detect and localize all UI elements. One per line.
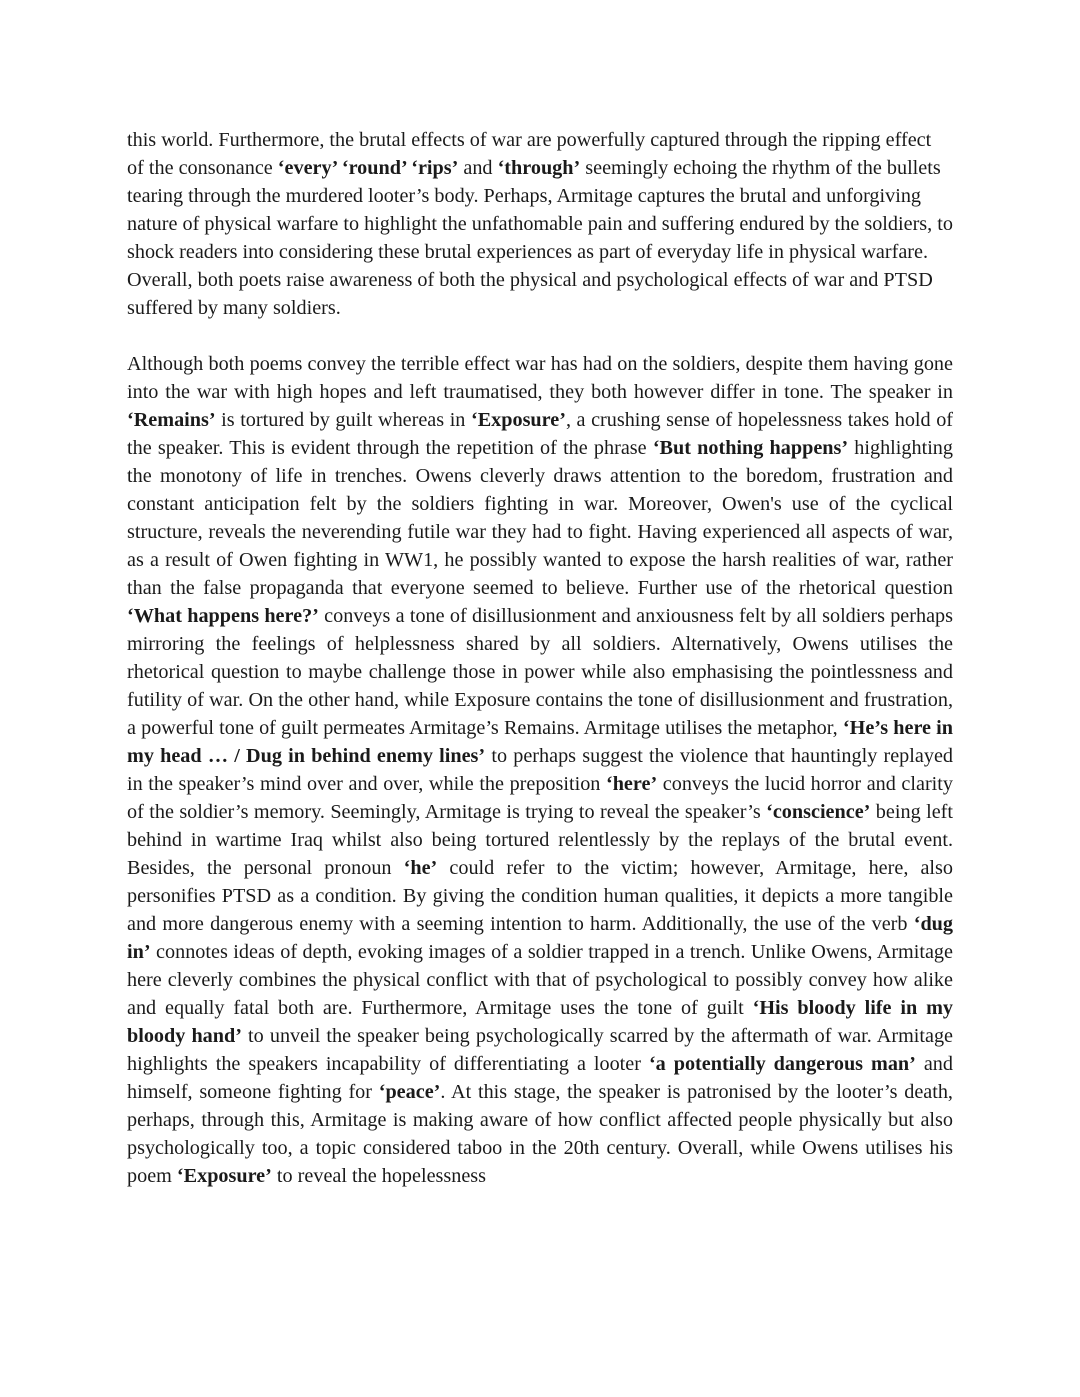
document-page (127, 126, 953, 1190)
quoted-phrase: ‘dug in’ (127, 913, 953, 963)
text-segment: conveys the lucid horror and clarity of the soldier’s memory. Seemingly, Armitage is trying to reveal the speaker’s (127, 773, 953, 823)
text-segment: and himself, someone fighting for (127, 1053, 953, 1103)
text-segment: could refer to the victim; however, Armitage, here, also personifies PTSD as a condition. By giving the condition human qualities, it depicts a more tangible and more dangerous enemy with a seeming intention to harm. Additionally, the use of the verb (127, 857, 953, 935)
quoted-phrase: ‘Exposure’ (176, 1165, 272, 1187)
text-segment: being left behind in wartime Iraq whilst also being tortured relentlessly by the replays of the brutal event. Besides, the personal pronoun (127, 801, 953, 879)
text-segment: is tortured by guilt whereas in (215, 409, 471, 431)
text-segment: to reveal the hopelessness (271, 1165, 487, 1187)
paragraph-2 (127, 350, 953, 1190)
text-segment: this world. Furthermore, the brutal effects of war are powerfully captured through the ripping effect of the consonance (127, 129, 932, 179)
quoted-phrase: ‘But nothing happens’ (652, 437, 849, 459)
text-segment: Although both poems convey the terrible effect war has had on the soldiers, despite them having gone into the war with high hopes and left traumatised, they both however differ in tone. The speaker in (127, 353, 953, 403)
text-segment: conveys a tone of disillusionment and anxiousness felt by all soldiers perhaps mirroring the feelings of helplessness shared by all soldiers. Alternatively, Owens utilises the rhetorical question to maybe challenge those in power while also emphasising the pointlessness and futility of war. On the other hand, while Exposure contains the tone of disillusionment and frustration, a powerful tone of guilt permeates Armitage’s Remains. Armitage utilises the metaphor, (127, 605, 953, 739)
text-segment: to unveil the speaker being psychologically scarred by the aftermath of war. Armitage highlights the speakers incapability of differentiating a looter (127, 1025, 954, 1075)
text-segment: to perhaps suggest the violence that hauntingly replayed in the speaker’s mind over and over, while the preposition (127, 745, 953, 795)
quoted-phrase: ‘Exposure’ (470, 409, 566, 431)
quoted-phrase: ‘he’ (403, 857, 438, 879)
quoted-phrase: ‘Remains’ (127, 409, 216, 431)
paragraph-1 (127, 126, 953, 322)
quoted-phrase: ‘every’ ‘round’ ‘rips’ (277, 157, 459, 179)
quoted-phrase: ‘a potentially dangerous man’ (648, 1053, 916, 1075)
quoted-phrase: ‘What happens here?’ (127, 605, 319, 627)
text-segment: highlighting the monotony of life in trenches. Owens cleverly draws attention to the boredom, frustration and constant anticipation felt by the soldiers fighting in war. Moreover, Owen's use of the cyclical structure, reveals the neverending futile war they had to fight. Having experienced all aspects of war, as a result of Owen fighting in WW1, he possibly wanted to expose the harsh realities of war, rather than the false propaganda that everyone seemed to believe. Further use of the rhetorical question (127, 437, 953, 599)
quoted-phrase: ‘conscience’ (766, 801, 871, 823)
text-segment: . At this stage, the speaker is patronised by the looter’s death, perhaps, through this, Armitage is making aware of how conflict affected people physically but also psychologically too, a topic considered taboo in the 20th century. Overall, while Owens utilises his poem (127, 1081, 953, 1187)
text-segment: connotes ideas of depth, evoking images of a soldier trapped in a trench. Unlike Owens, Armitage here cleverly combines the physical conflict with that of psychological to possibly convey how alike and equally fatal both are. Furthermore, Armitage uses the tone of guilt (127, 941, 953, 1019)
text-segment: and (458, 157, 498, 179)
text-segment: seemingly echoing the rhythm of the bullets tearing through the murdered looter’s body. Perhaps, Armitage captures the brutal and unforgiving nature of physical warfare to highlight the unfathomable pain and suffering endured by the soldiers, to shock readers into considering these brutal experiences as part of everyday life in physical warfare. Overall, both poets raise awareness of both the physical and psychological effects of war and PTSD suffered by many soldiers. (127, 157, 953, 319)
quoted-phrase: ‘He’s here in my head … / Dug in behind enemy lines’ (127, 717, 954, 767)
text-segment: , a crushing sense of hopelessness takes hold of the speaker. This is evident through the repetition of the phrase (127, 409, 954, 459)
quoted-phrase: ‘peace’ (378, 1081, 441, 1103)
quoted-phrase: ‘here’ (605, 773, 658, 795)
quoted-phrase: ‘through’ (497, 157, 581, 179)
quoted-phrase: ‘His bloody life in my bloody hand’ (127, 997, 953, 1047)
